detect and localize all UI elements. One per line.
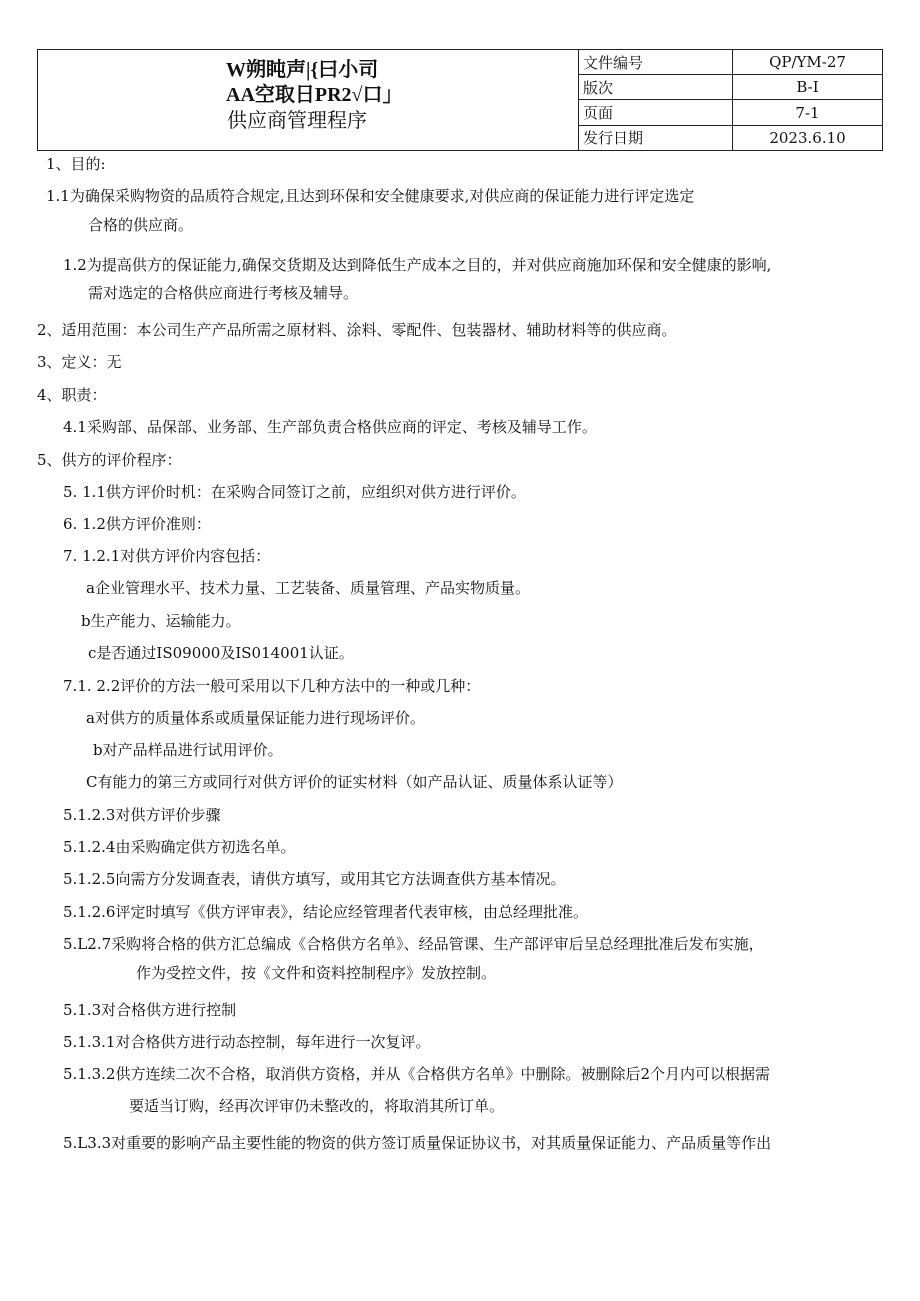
body-line: a企业管理水平、技术力量、工艺装备、质量管理、产品实物质量。 [86, 579, 530, 597]
body-line: 5、供方的评价程序： [37, 451, 182, 469]
info-row-version [579, 75, 882, 100]
body-line: 需对选定的合格供应商进行考核及辅导。 [88, 284, 359, 302]
info-value: QP/YM-27 [733, 50, 883, 75]
body-line: 5.L3.3对重要的影响产品主要性能的物资的供方签订质量保证协议书，对其质量保证能力、产品质量等作出 [63, 1134, 772, 1152]
body-line: C有能力的第三方或同行对供方评价的证实材料（如产品认证、质量体系认证等） [86, 773, 623, 791]
document-header [37, 49, 883, 151]
body-line: 5.1.2.5向需方分发调查表，请供方填写，或用其它方法调查供方基本情况。 [63, 870, 566, 888]
body-line: 6. 1.2供方评价准则： [63, 515, 211, 533]
document-info-table [579, 50, 882, 150]
company-name-line-2: AA空取日PR2√口」 [226, 84, 403, 106]
body-line: 7.1. 2.2评价的方法一般可采用以下几种方法中的一种或几种： [63, 677, 481, 695]
body-line: c是否通过IS09000及IS014001认证。 [88, 644, 354, 662]
body-line: 5.1.2.3对供方评价步骤 [63, 806, 221, 824]
info-value: 7-1 [733, 100, 883, 125]
body-line: 7. 1.2.1对供方评价内容包括： [63, 547, 271, 565]
info-row-doc-number [579, 50, 882, 75]
body-line: b对产品样品进行试用评价。 [93, 741, 283, 759]
body-line: 作为受控文件，按《文件和资料控制程序》发放控制。 [136, 964, 497, 982]
body-line: 1.1为确保采购物资的品质符合规定,且达到环保和安全健康要求,对供应商的保证能力进行评定选定 [46, 187, 695, 205]
body-line: 4.1采购部、品保部、业务部、生产部负责合格供应商的评定、考核及辅导工作。 [63, 418, 597, 436]
info-row-issue-date [579, 125, 882, 150]
body-line: 5.1.2.4由采购确定供方初选名单。 [63, 838, 296, 856]
info-value: B-I [733, 75, 883, 100]
body-line: 5.1.3.1对合格供方进行动态控制，每年进行一次复评。 [63, 1033, 431, 1051]
body-line: 5.1.3.2供方连续二次不合格，取消供方资格，并从《合格供方名单》中删除。被删除后2个月内可以根据需 [63, 1065, 771, 1083]
header-title-cell [38, 50, 579, 150]
info-label: 文件编号 [579, 50, 733, 75]
document-title: 供应商管理程序 [227, 108, 367, 132]
body-line: 3、定义：无 [37, 353, 122, 371]
company-name-line-1: W朔盹声|{曰小司 [226, 59, 379, 81]
info-value: 2023.6.10 [769, 128, 846, 147]
info-label: 版次 [579, 75, 733, 100]
body-line: 1、目的: [46, 155, 106, 173]
body-line: 要适当订购，经再次评审仍未整改的，将取消其所订单。 [129, 1097, 505, 1115]
body-line: 4、职责： [37, 386, 107, 404]
body-line: 5.1.2.6评定时填写《供方评审表》，结论应经管理者代表审核，由总经理批准。 [63, 903, 588, 921]
body-line: 2、适用范围：本公司生产产品所需之原材料、涂料、零配件、包装器材、辅助材料等的供应商。 [37, 321, 677, 339]
body-line: 5.1.3对合格供方进行控制 [63, 1001, 237, 1019]
body-line: 1.2为提高供方的保证能力,确保交货期及达到降低生产成本之目的，并对供应商施加环保和安全健康的影响, [63, 256, 772, 274]
info-label: 页面 [579, 100, 733, 125]
info-row-page [579, 100, 882, 125]
body-line: a对供方的质量体系或质量保证能力进行现场评价。 [86, 709, 425, 727]
info-label: 发行日期 [579, 125, 733, 150]
body-line: 5.L2.7采购将合格的供方汇总编成《合格供方名单》、经品管课、生产部评审后呈总经理批准后发布实施， [63, 935, 764, 953]
body-line: 合格的供应商。 [88, 216, 194, 234]
body-line: 5. 1.1供方评价时机：在采购合同签订之前，应组织对供方进行评价。 [63, 483, 526, 501]
body-line: b生产能力、运输能力。 [81, 612, 241, 630]
